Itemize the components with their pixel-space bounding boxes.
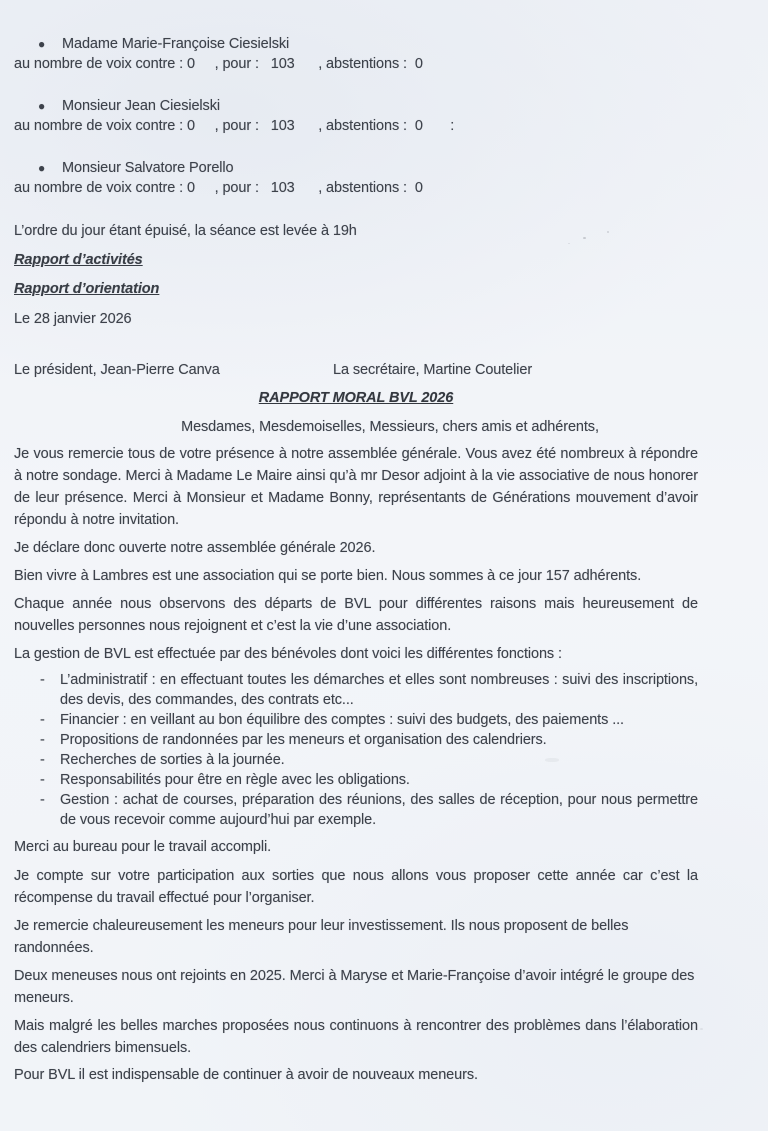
- functions-list: [14, 670, 698, 830]
- salutation-line: Mesdames, Mesdemoiselles, Messieurs, chers amis et adhérents,: [181, 419, 599, 435]
- heading-rapport-activites: Rapport d’activités: [14, 252, 143, 268]
- paragraph-departures: Chaque année nous observons des départs de BVL pour différentes raisons mais heureusement de nouvelles personnes nous rejoignent et c’est la vie d’une association.: [14, 596, 698, 634]
- paragraph-thanks: Je vous remercie tous de votre présence à notre assemblée générale. Vous avez été nombreux à répondre à notre sondage. Merci à Madame Le Maire ainsi qu’à mr Desor adjoint à la vie associative de nous honorer de leur présence. Merci à Monsieur et Madame Bonny, représentants de Générations mouvement d’avoir répondu à notre invitation.: [14, 446, 698, 528]
- list-item: - Responsabilités pour être en règle avec les obligations.: [38, 770, 698, 790]
- list-item: - Gestion : achat de courses, préparation des réunions, des salles de réception, pour nous permettre de vous recevoir comme aujourd’hui par exemple.: [38, 790, 698, 830]
- vote-candidate-name: Madame Marie-Françoise Ciesielski: [62, 36, 290, 52]
- list-item: - Recherches de sorties à la journée.: [38, 750, 698, 770]
- vote-candidate-row: [14, 96, 698, 116]
- vote-item: [14, 158, 698, 198]
- bullet-icon: ●: [38, 161, 46, 175]
- vote-tally-line: au nombre de voix contre : 0 , pour : 103 , abstentions : 0: [14, 56, 423, 72]
- vote-candidate-name: Monsieur Jean Ciesielski: [62, 98, 220, 114]
- paragraph-indispensable: Pour BVL il est indispensable de continuer à avoir de nouveaux meneurs.: [14, 1067, 478, 1083]
- report-title: RAPPORT MORAL BVL 2026: [258, 390, 454, 406]
- document-date: Le 28 janvier 2026: [14, 311, 132, 327]
- vote-item: [14, 96, 698, 136]
- paragraph-problemes: Mais malgré les belles marches proposées nous continuons à rencontrer des problèmes dans l’élaboration des calendriers bimensuels.: [14, 1018, 698, 1056]
- bullet-icon: ●: [38, 99, 46, 113]
- signatures-row: [14, 360, 698, 381]
- vote-tally-line: au nombre de voix contre : 0 , pour : 103 , abstentions : 0 :: [14, 118, 455, 134]
- list-item: - Financier : en veillant au bon équilibre des comptes : suivi des budgets, des paiements ...: [38, 710, 698, 730]
- paragraph-bureau: Merci au bureau pour le travail accompli.: [14, 839, 272, 855]
- list-item: - L’administratif : en effectuant toutes les démarches et elles sont nombreuses : suivi des inscriptions, des devis, des commandes, des contrats etc...: [38, 670, 698, 710]
- list-item: - Propositions de randonnées par les meneurs et organisation des calendriers.: [38, 730, 698, 750]
- paragraph-participation: Je compte sur votre participation aux sorties que nous allons vous proposer cette année car c’est la récompense du travail effectué pour l’organiser.: [14, 868, 698, 906]
- vote-candidate-name: Monsieur Salvatore Porello: [62, 160, 234, 176]
- vote-item: [14, 34, 698, 74]
- president-signature: Le président, Jean-Pierre Canva: [14, 362, 220, 378]
- bullet-icon: ●: [38, 37, 46, 51]
- secretary-signature: La secrétaire, Martine Coutelier: [333, 362, 533, 378]
- paragraph-meneurs: Je remercie chaleureusement les meneurs pour leur investissement. Ils nous proposent de belles randonnées.: [14, 918, 629, 956]
- paragraph-gestion-intro: La gestion de BVL est effectuée par des bénévoles dont voici les différentes fonctions :: [14, 646, 562, 662]
- paragraph-open-assembly: Je déclare donc ouverte notre assemblée générale 2026.: [14, 540, 376, 556]
- scan-artifact: [700, 1028, 703, 1030]
- vote-candidate-row: [14, 34, 698, 54]
- session-closing-line: L’ordre du jour étant épuisé, la séance est levée à 19h: [14, 223, 357, 239]
- heading-rapport-orientation: Rapport d’orientation: [14, 281, 160, 297]
- vote-candidate-row: [14, 158, 698, 178]
- vote-tally-line: au nombre de voix contre : 0 , pour : 103 , abstentions : 0: [14, 180, 423, 196]
- paragraph-meneuses: Deux meneuses nous ont rejoints en 2025. Merci à Maryse et Marie-Françoise d’avoir intégré le groupe des meneurs.: [14, 968, 695, 1006]
- paragraph-association-health: Bien vivre à Lambres est une association qui se porte bien. Nous sommes à ce jour 157 adhérents.: [14, 568, 642, 584]
- scan-artifact: [568, 243, 570, 244]
